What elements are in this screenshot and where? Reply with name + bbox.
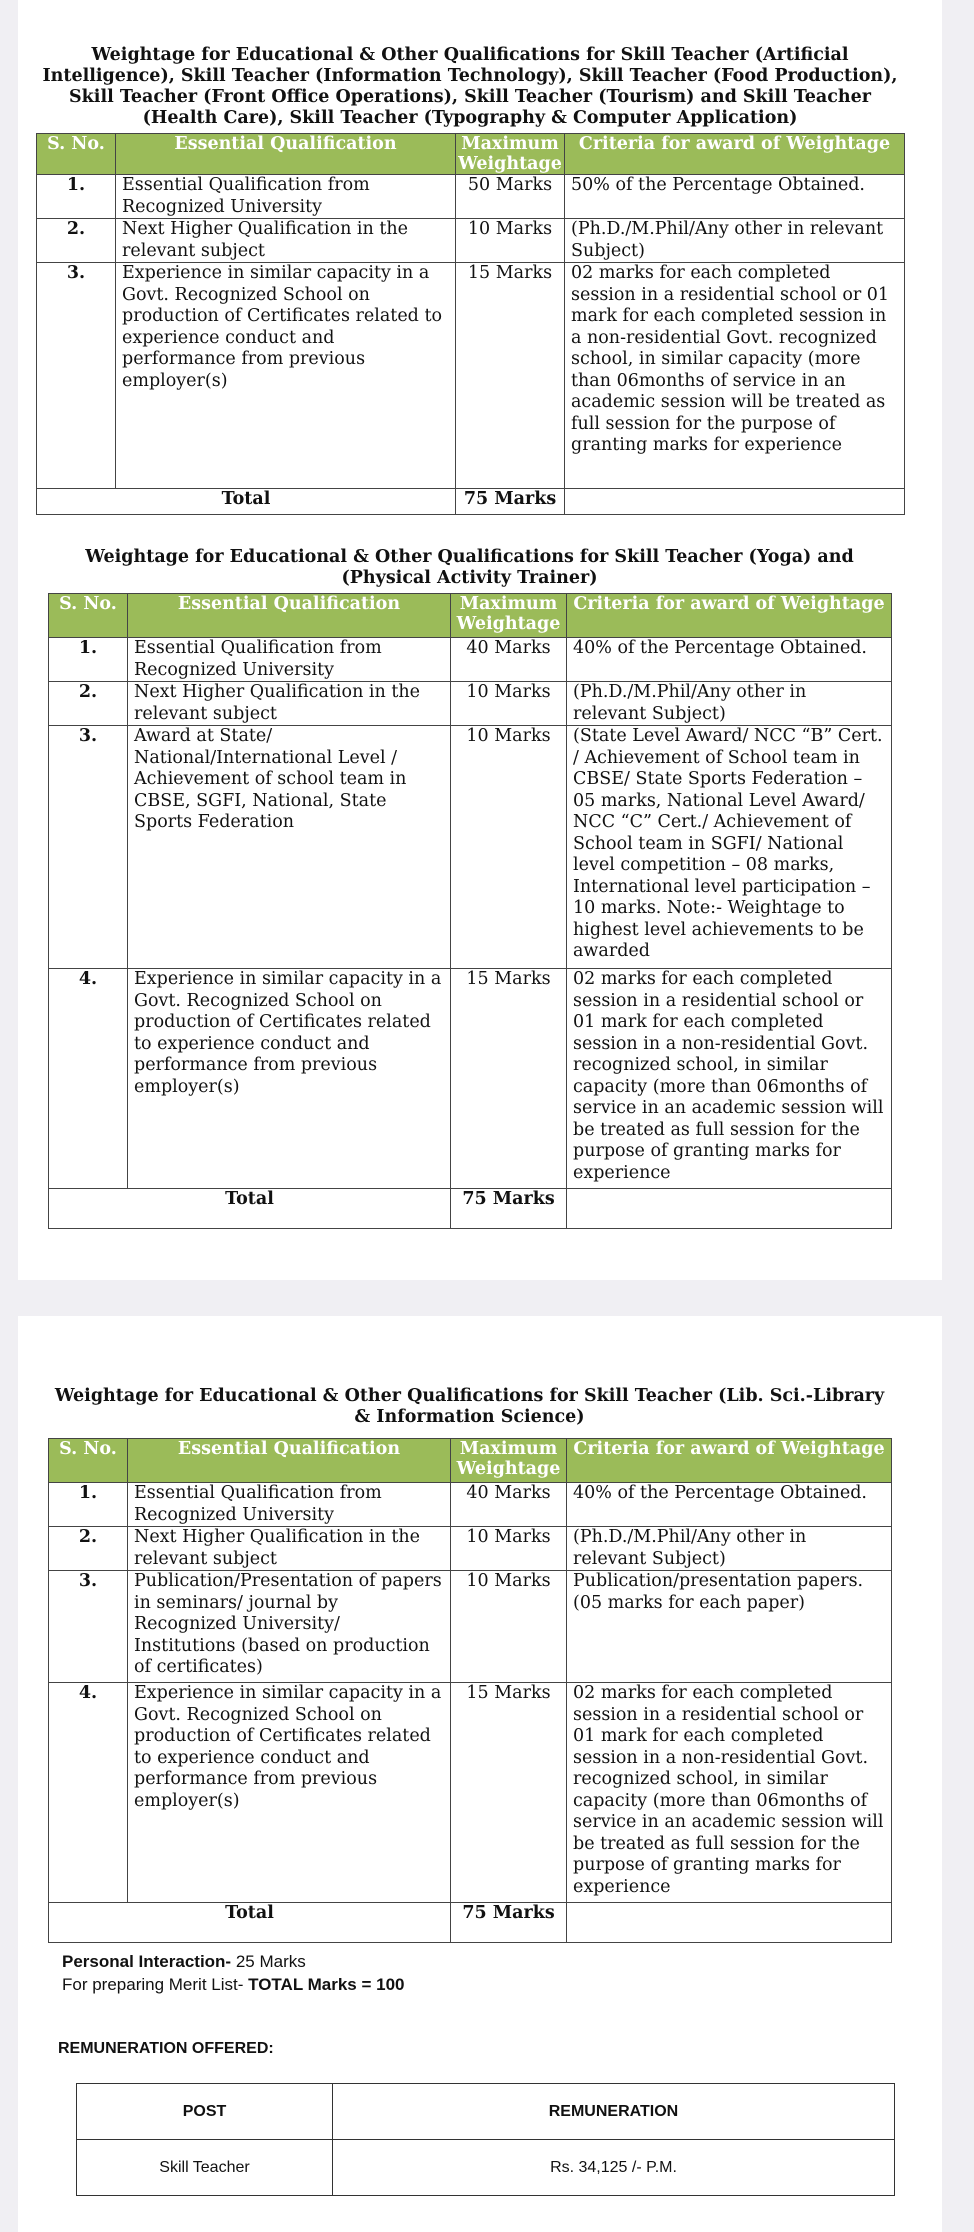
header-sno: S. No.: [37, 134, 116, 175]
row-marks: 15 Marks: [451, 1683, 567, 1903]
table-row: [49, 1527, 892, 1571]
section-2-title: Weightage for Educational & Other Qualifications for Skill Teacher (Yoga) and (Physical Activity Trainer): [85, 547, 854, 588]
header-criteria: Criteria for award of Weightage: [567, 594, 892, 638]
row-qualification: Next Higher Qualification in the relevant subject: [128, 1527, 451, 1571]
merit-list-label: For preparing Merit List-: [62, 1975, 249, 1994]
row-sno: 1.: [49, 638, 128, 682]
row-criteria: Publication/presentation papers. (05 marks for each paper): [567, 1571, 892, 1683]
section-1-title: Weightage for Educational & Other Qualifications for Skill Teacher (Artificial Intelligence), Skill Teacher (Information Technology), Skill Teacher (Food Production), Skill Teacher (Front Office Operations), Skill Teacher (Tourism) and Skill Teacher (Health Care), Skill Teacher (Typography & Computer Application): [42, 45, 898, 128]
remuneration-header-row: [77, 2084, 895, 2140]
table-row: [49, 726, 892, 969]
row-marks: 40 Marks: [451, 1483, 567, 1527]
weightage-table-1: [36, 133, 905, 515]
table-row: [49, 1683, 892, 1903]
weightage-table-3: [48, 1438, 892, 1943]
header-qualification: Essential Qualification: [128, 1439, 451, 1483]
remuneration-table: [76, 2083, 895, 2196]
row-marks: 40 Marks: [451, 638, 567, 682]
table-row: [49, 682, 892, 726]
row-marks: 10 Marks: [451, 682, 567, 726]
total-label: Total: [37, 489, 456, 515]
row-marks: 10 Marks: [451, 1527, 567, 1571]
row-qualification: Essential Qualification from Recognized University: [116, 175, 456, 219]
total-marks: 75 Marks: [451, 1189, 567, 1229]
row-qualification: Experience in similar capacity in a Govt. Recognized School on production of Certificates related to experience conduct and performance from previous employer(s): [128, 969, 451, 1189]
header-remuneration: REMUNERATION: [333, 2084, 895, 2140]
row-marks: 15 Marks: [456, 263, 565, 489]
header-sno: S. No.: [49, 594, 128, 638]
row-criteria: 50% of the Percentage Obtained.: [565, 175, 905, 219]
total-row: [49, 1903, 892, 1943]
row-sno: 4.: [49, 1683, 128, 1903]
row-marks: 50 Marks: [456, 175, 565, 219]
row-sno: 3.: [37, 263, 116, 489]
header-sno: S. No.: [49, 1439, 128, 1483]
header-qualification: Essential Qualification: [128, 594, 451, 638]
section-3-title: Weightage for Educational & Other Qualifications for Skill Teacher (Lib. Sci.-Library & Information Science): [54, 1386, 885, 1427]
row-criteria: 40% of the Percentage Obtained.: [567, 638, 892, 682]
total-criteria-empty: [567, 1903, 892, 1943]
merit-list-total: TOTAL Marks = 100: [248, 1975, 405, 1994]
total-marks: 75 Marks: [456, 489, 565, 515]
header-post: POST: [77, 2084, 333, 2140]
table-header-row: [49, 1439, 892, 1483]
row-criteria: (Ph.D./M.Phil/Any other in relevant Subject): [567, 682, 892, 726]
row-sno: 2.: [49, 1527, 128, 1571]
header-criteria: Criteria for award of Weightage: [565, 134, 905, 175]
row-marks: 10 Marks: [451, 726, 567, 969]
row-sno: 2.: [37, 219, 116, 263]
personal-interaction-line: [62, 1950, 405, 1973]
total-row: [49, 1189, 892, 1229]
header-criteria: Criteria for award of Weightage: [567, 1439, 892, 1483]
table-row: [49, 1571, 892, 1683]
row-qualification: Next Higher Qualification in the relevant subject: [128, 682, 451, 726]
row-marks: 15 Marks: [451, 969, 567, 1189]
header-max-weightage: Maximum Weightage: [456, 134, 565, 175]
table-row: [49, 638, 892, 682]
row-sno: 2.: [49, 682, 128, 726]
table-row: [37, 175, 905, 219]
total-marks: 75 Marks: [451, 1903, 567, 1943]
row-criteria: 02 marks for each completed session in a residential school or 01 mark for each completed session in a non-residential Govt. recognized school, in similar capacity (more than 06months of service in an academic session will be treated as full session for the purpose of granting marks for experience: [565, 263, 905, 489]
total-row: [37, 489, 905, 515]
post-value: Skill Teacher: [77, 2140, 333, 2196]
header-qualification: Essential Qualification: [116, 134, 456, 175]
row-criteria: 02 marks for each completed session in a residential school or 01 mark for each completed session in a non-residential Govt. recognized school, in similar capacity (more than 06months of service in an academic session will be treated as full session for the purpose of granting marks for experience: [567, 969, 892, 1189]
table-header-row: [49, 594, 892, 638]
personal-interaction-marks: 25 Marks: [231, 1952, 306, 1971]
row-qualification: Next Higher Qualification in the relevant subject: [116, 219, 456, 263]
table-row: [37, 263, 905, 489]
row-qualification: Publication/Presentation of papers in seminars/ journal by Recognized University/ Institutions (based on production of certificates): [128, 1571, 451, 1683]
total-criteria-empty: [567, 1189, 892, 1229]
section-1: [36, 45, 904, 515]
row-sno: 3.: [49, 1571, 128, 1683]
table-row: [49, 1483, 892, 1527]
row-qualification: Essential Qualification from Recognized University: [128, 1483, 451, 1527]
section-3: [48, 1386, 891, 1943]
row-qualification: Experience in similar capacity in a Govt. Recognized School on production of Certificates related to experience conduct and performance from previous employer(s): [116, 263, 456, 489]
row-marks: 10 Marks: [451, 1571, 567, 1683]
merit-info: [62, 1950, 405, 1996]
remuneration-row: [77, 2140, 895, 2196]
weightage-table-2: [48, 593, 892, 1229]
row-qualification: Experience in similar capacity in a Govt. Recognized School on production of Certificates related to experience conduct and performance from previous employer(s): [128, 1683, 451, 1903]
remuneration-value: Rs. 34,125 /- P.M.: [333, 2140, 895, 2196]
row-marks: 10 Marks: [456, 219, 565, 263]
row-qualification: Essential Qualification from Recognized University: [128, 638, 451, 682]
remuneration-heading: REMUNERATION OFFERED:: [58, 2040, 274, 2057]
total-label: Total: [49, 1189, 451, 1229]
total-label: Total: [49, 1903, 451, 1943]
row-criteria: 40% of the Percentage Obtained.: [567, 1483, 892, 1527]
merit-list-line: [62, 1973, 405, 1996]
row-sno: 1.: [37, 175, 116, 219]
row-sno: 3.: [49, 726, 128, 969]
row-criteria: (State Level Award/ NCC “B” Cert. / Achievement of School team in CBSE/ State Sports Federation – 05 marks, National Level Award/ NCC “C” Cert./ Achievement of School team in SGFI/ National level competition – 08 marks, International level participation – 10 marks. Note:- Weightage to highest level achievements to be awarded: [567, 726, 892, 969]
total-criteria-empty: [565, 489, 905, 515]
table-row: [49, 969, 892, 1189]
row-criteria: (Ph.D./M.Phil/Any other in relevant Subject): [567, 1527, 892, 1571]
row-sno: 4.: [49, 969, 128, 1189]
section-2: [48, 547, 891, 1229]
row-sno: 1.: [49, 1483, 128, 1527]
personal-interaction-label: Personal Interaction-: [62, 1952, 232, 1971]
header-max-weightage: Maximum Weightage: [451, 594, 567, 638]
row-qualification: Award at State/ National/International Level / Achievement of school team in CBSE, SGFI, National, State Sports Federation: [128, 726, 451, 969]
row-criteria: (Ph.D./M.Phil/Any other in relevant Subject): [565, 219, 905, 263]
row-criteria: 02 marks for each completed session in a residential school or 01 mark for each completed session in a non-residential Govt. recognized school, in similar capacity (more than 06months of service in an academic session will be treated as full session for the purpose of granting marks for experience: [567, 1683, 892, 1903]
table-header-row: [37, 134, 905, 175]
header-max-weightage: Maximum Weightage: [451, 1439, 567, 1483]
table-row: [37, 219, 905, 263]
